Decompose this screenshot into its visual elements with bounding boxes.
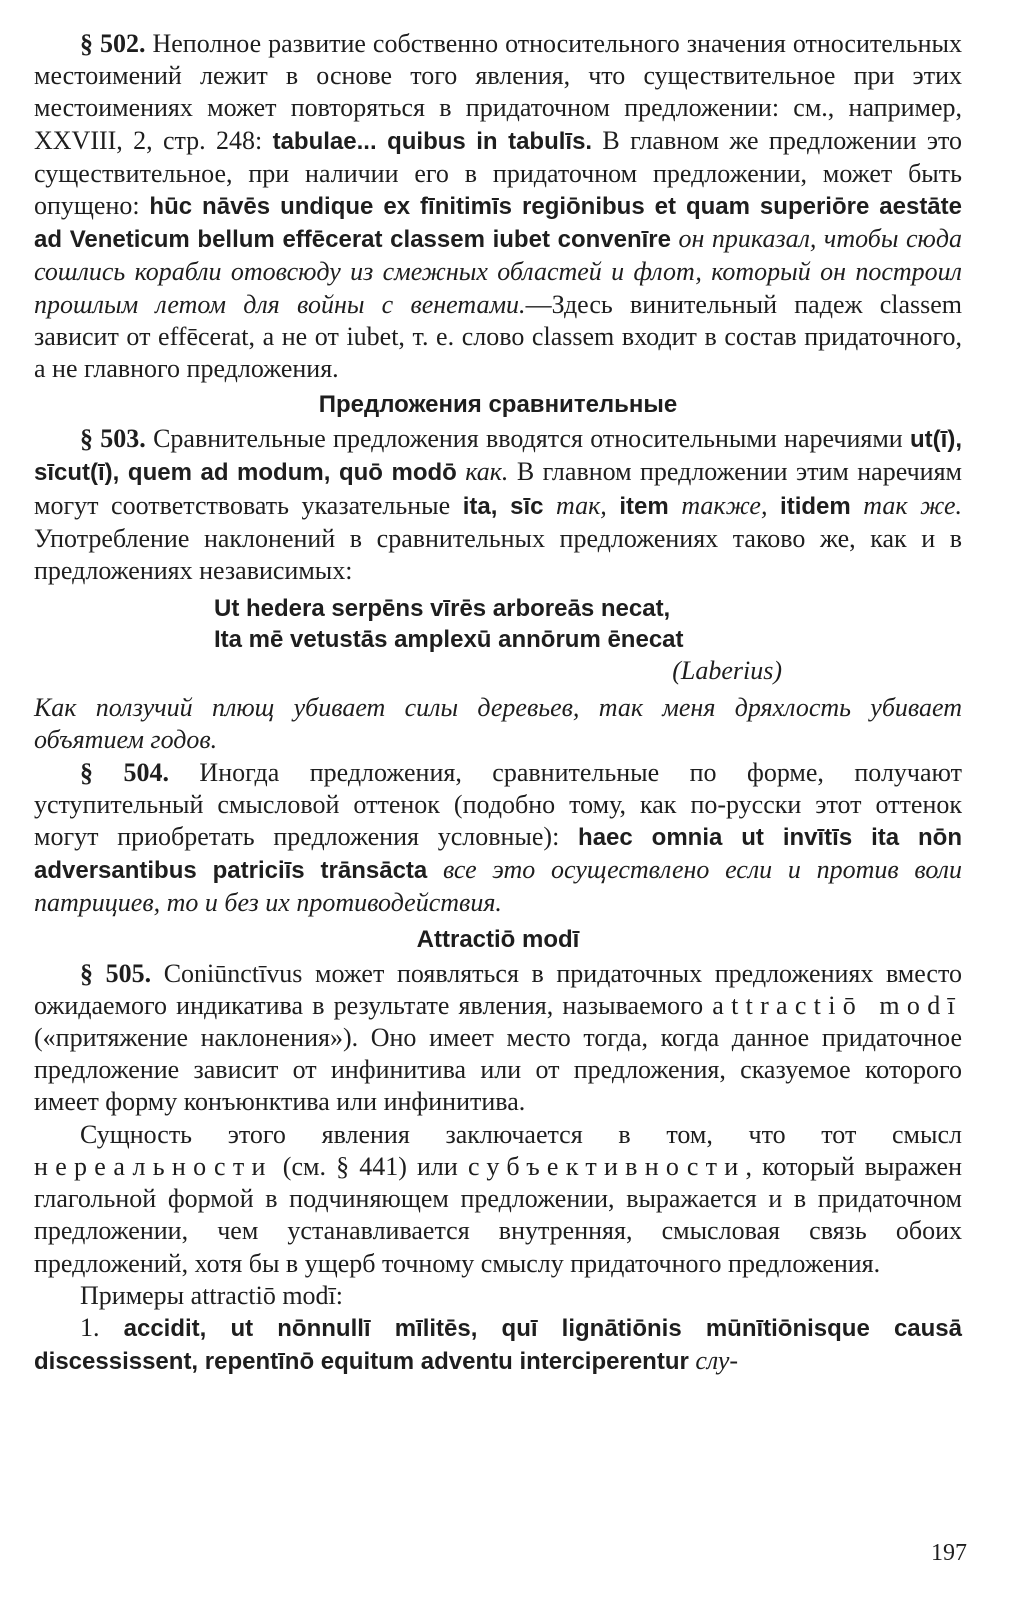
section-number: § 502. <box>80 29 146 58</box>
translation-text: как. <box>456 457 509 487</box>
body-text: —Здесь винительный падеж classem зависит от effēcerat, а не от iubet, т. е. слово classem входит в состав придаточного, а не главного предложения. <box>34 289 962 384</box>
body-text: , который выражен глагольной формой в подчиняющем предложении, выражается и в придаточном предложении, чем устанавливается внутренняя, смысловая связь обоих предложений, хотя бы в ущерб точному смыслу придаточного предложения. <box>34 1151 962 1278</box>
spaced-term: нереальности <box>34 1151 273 1181</box>
body-text: В главном же предложении это существительное, при наличии его в придаточном предложении, может быть опущено: <box>34 125 962 221</box>
verse-line: Ita mē vetustās amplexū annōrum ēnecat <box>214 626 684 654</box>
section-heading: Предложения сравнительные <box>318 391 678 419</box>
example-1 <box>34 1312 962 1378</box>
paragraph-505-continued <box>34 1119 962 1280</box>
paragraph-503 <box>34 423 962 587</box>
translation-text: он приказал, чтобы сюда сошлись корабли отовсюду из смежных областей и флот, который он построил прошлым летом для войны с венетами. <box>34 224 962 319</box>
paragraph-505 <box>34 958 962 1119</box>
body-text: Иногда предложения, сравнительные по форме, получают уступительный смысловой оттенок (подобно тому, как по-русски этот оттенок могут приобретать предложения условные): <box>34 757 962 852</box>
body-text: (см. § 441) или <box>272 1151 468 1181</box>
quote-source: (Laberius) <box>672 656 782 686</box>
body-text: Coniūnctīvus может появляться в придаточных предложениях вместо ожидаемого индикатива в результате явления, называемого <box>34 958 962 1020</box>
paragraph-504 <box>34 757 962 920</box>
latin-phrase: hūc nāvēs undique ex fīnitimīs regiōnibus et quam superiōre aestāte ad Veneticum bellum effēcerat classem iubet convenīre <box>34 193 962 254</box>
section-number: § 503. <box>80 424 146 454</box>
translation-text: слу- <box>688 1346 739 1376</box>
example-number: 1. <box>80 1312 100 1342</box>
latin-phrase: ut(ī), sīcut(ī), quem ad modum, quō modō <box>34 426 962 487</box>
verse-line: Ut hedera serpēns vīrēs arboreās necat, <box>214 595 671 623</box>
paragraph-502 <box>34 28 962 385</box>
body-text: Сравнительные предложения вводятся относительными наречиями <box>145 424 911 454</box>
latin-phrase: item <box>619 492 669 520</box>
body-text: В главном предложении этим наречиям могут соответствовать указательные <box>34 457 963 520</box>
spaced-term: attractiō modī <box>712 990 962 1020</box>
latin-phrase: haec omnia ut invītīs ita nōn adversantibus patriciīs trānsācta <box>34 824 962 885</box>
latin-phrase: itidem <box>780 492 851 520</box>
spaced-term: субъективности <box>467 1151 746 1181</box>
section-number: § 504. <box>80 757 169 787</box>
page-number: 197 <box>931 1540 967 1566</box>
section-heading: Attractiō modī <box>416 925 580 953</box>
latin-phrase: tabulae... quibus in tabulīs. <box>272 127 593 155</box>
translation-text: также, <box>668 490 781 520</box>
page-body <box>34 28 962 1378</box>
body-text: Сущность этого явления заключается в том, что тот смысл <box>80 1119 962 1149</box>
verse-quote <box>34 593 962 686</box>
translation-text: все это осуществлено если и против воли патрициев, то и без их противодействия. <box>34 855 963 918</box>
body-text: Употребление наклонений в сравнительных предложениях таково же, как и в предложениях независимых: <box>34 523 962 586</box>
body-text: Неполное развитие собственно относительного значения относительных местоимений лежит в основе того явления, что существительное при этих местоимениях может повторяться в придаточном предложении: см., например, XXVIII, 2, стр. 248: <box>34 29 963 155</box>
translation-text: так, <box>543 490 620 520</box>
section-number: § 505. <box>80 958 152 988</box>
latin-phrase: accidit, ut nōnnullī mīlitēs, quī lignātiōnis mūnītiōnisque causā discessissent, repentīnō equitum adventu interciperentur <box>34 1314 962 1376</box>
quote-translation: Как ползучий плющ убивает силы деревьев, так меня дряхлость убивает объятием годов. <box>34 693 962 755</box>
examples-intro: Примеры attractiō modī: <box>80 1280 343 1310</box>
body-text: («притяжение наклонения»). Оно имеет место тогда, когда данное придаточное предложение зависит от инфинитива или от предложения, сказуемое которого имеет форму конъюнктива или инфинитива. <box>34 1023 962 1117</box>
translation-text: так же. <box>850 490 962 520</box>
latin-phrase: ita, sīc <box>462 492 544 520</box>
